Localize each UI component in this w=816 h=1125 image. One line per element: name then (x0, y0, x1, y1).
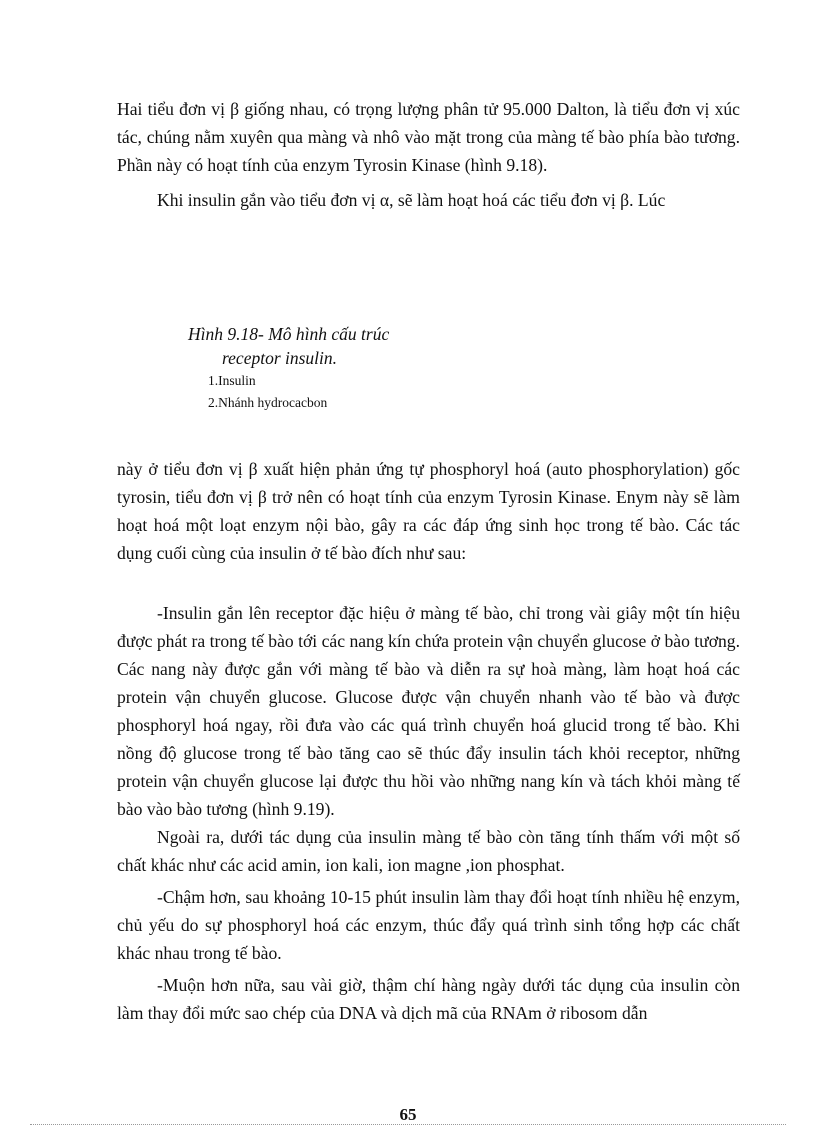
figure-legend-item-2: 2.Nhánh hydrocacbon (208, 395, 328, 410)
paragraph-glucose-transport: -Insulin gắn lên receptor đặc hiệu ở màng tế bào, chỉ trong vài giây một tín hiệu được phát ra trong tế bào tới các nang kín chứa protein vận chuyển glucose ở bào tương. Các nang này được gắn với màng tế bào và diễn ra sự hoà màng, làm hoạt hoá các protein vận chuyển glucose. Glucose được vận chuyển nhanh vào tế bào và được phosphoryl hoá ngay, rồi đưa vào các quá trình chuyển hoá glucid trong tế bào. Khi nồng độ glucose trong tế bào tăng cao sẽ thúc đẩy insulin tách khỏi receptor, những protein vận chuyển glucose lại được thu hồi vào những nang kín và tách khỏi màng tế bào vào bào tương (hình 9.19). (117, 603, 740, 819)
paragraph-enzyme-activity: -Chậm hơn, sau khoảng 10-15 phút insulin làm thay đổi hoạt tính nhiều hệ enzym, chủ yếu do sự phosphoryl hoá các enzym, thúc đẩy quá trình sinh tổng hợp các chất khác nhau trong tế bào. (117, 887, 740, 963)
paragraph-insulin-binding: Khi insulin gắn vào tiểu đơn vị α, sẽ làm hoạt hoá các tiểu đơn vị β. Lúc (157, 190, 666, 210)
figure-9-18-caption (188, 322, 588, 414)
figure-caption-line1: Hình 9.18- Mô hình cấu trúc (188, 324, 390, 344)
figure-legend-item-1: 1.Insulin (208, 373, 256, 388)
figure-caption-line2: receptor insulin. (222, 348, 338, 368)
paragraph-beta-subunits: Hai tiểu đơn vị β giống nhau, có trọng lượng phân tử 95.000 Dalton, là tiểu đơn vị xúc tác, chúng nằm xuyên qua màng và nhô vào mặt trong của màng tế bào phía bào tương. Phần này có hoạt tính của enzym Tyrosin Kinase (hình 9.18). (117, 99, 740, 175)
paragraph-autophosphorylation: này ở tiểu đơn vị β xuất hiện phản ứng tự phosphoryl hoá (auto phosphorylation) gốc tyrosin, tiểu đơn vị β trở nên có hoạt tính của enzym Tyrosin Kinase. Enym này sẽ làm hoạt hoá một loạt enzym nội bào, gây ra các đáp ứng sinh học trong tế bào. Các tác dụng cuối cùng của insulin ở tế bào đích như sau: (117, 459, 740, 563)
paragraph-dna-transcription: -Muộn hơn nữa, sau vài giờ, thậm chí hàng ngày dưới tác dụng của insulin còn làm thay đổi mức sao chép của DNA và dịch mã của RNAm ở ribosom dẫn (117, 975, 740, 1023)
page-number: 65 (399, 1105, 417, 1124)
paragraph-permeability: Ngoài ra, dưới tác dụng của insulin màng tế bào còn tăng tính thấm với một số chất khác như các acid amin, ion kali, ion magne ,ion phosphat. (117, 827, 740, 875)
